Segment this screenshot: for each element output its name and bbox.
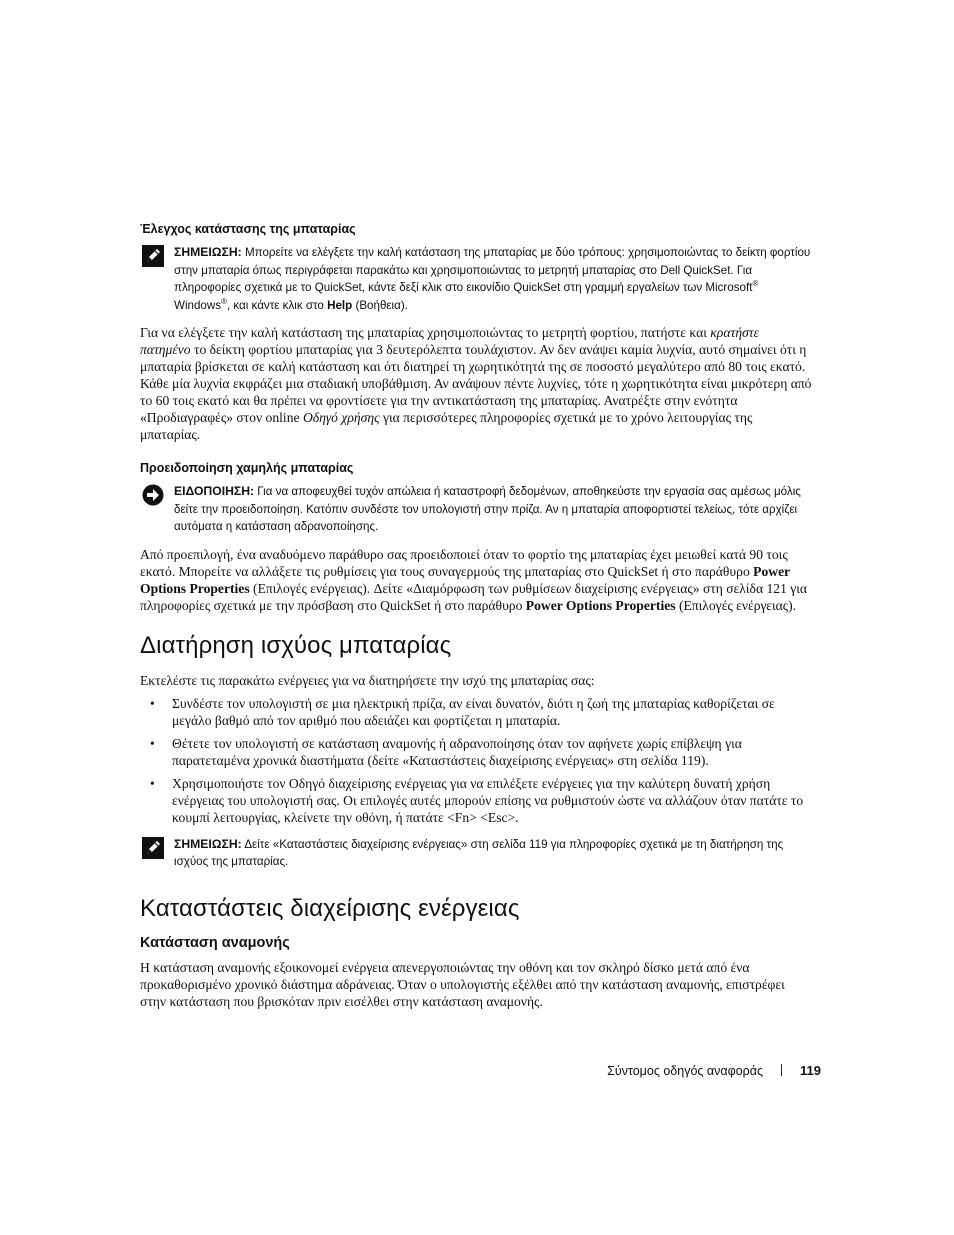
list-item: [140, 735, 812, 769]
para-text: το δείκτη φορτίου μπαταρίας για 3 δευτερόλεπτα τουλάχιστον. Αν δεν ανάψει καμία λυχνία, αυτό σημαίνει ότι η μπαταρία βρίσκεται σε καλή κατάσταση και ότι διατηρεί τη χωρητικότητά της σε ποσοστό μεγαλύτερο από 80 τοις εκατό. Κάθε μία λυχνία εκφράζει μια σταδιακή υποβάθμιση. Αν ανάψουν πέντε λυχνίες, τότε η χωρητικότητα είναι μικρότερη από το 60 τοις εκατό και θα πρέπει να φροντίσετε για την αντικατάσταση της μπαταρίας. Ανατρέξτε στην ενότητα «Προδιαγραφές» στον online: [140, 342, 812, 425]
heading-power-states: Καταστάστεις διαχείρισης ενέργειας: [140, 894, 520, 922]
pencil-note-icon: [142, 245, 164, 267]
para-text: (Επιλογές ενέργειας).: [675, 597, 797, 613]
footer-divider: [781, 1064, 782, 1076]
note-text: Δείτε «Καταστάστεις διαχείρισης ενέργειας» στη σελίδα 119 για πληροφορίες σχετικά με τη διατήρηση της ισχύος της μπαταρίας.: [174, 837, 784, 868]
paragraph-battery-check: [140, 324, 812, 443]
notice-text: Για να αποφευχθεί τυχόν απώλεια ή καταστροφή δεδομένων, αποθηκεύστε την εργασία σας αμέσως μόλις δείτε την προειδοποίηση. Κατόπιν συνδέστε τον υπολογιστή στην πρίζα. Αν η μπαταρία αποφορτιστεί τελείως, τότε αρχίζει αυτόματα η κατάσταση αδρανοποίησης.: [174, 485, 801, 533]
para-text: Για να ελέγξετε την καλή κατάσταση της μπαταρίας χρησιμοποιώντας το μετρητή φορτίου, πατήστε και: [140, 325, 711, 340]
bullet: •: [150, 695, 155, 711]
note-label: ΣΗΜΕΙΩΣΗ:: [174, 245, 242, 259]
conserve-list: [140, 695, 812, 826]
footer-title: Σύντομος οδηγός αναφοράς: [607, 1064, 764, 1078]
para-bold: Power Options Properties: [525, 597, 676, 613]
page-footer: [607, 1063, 821, 1078]
list-item-text: Συνδέστε τον υπολογιστή σε μια ηλεκτρική πρίζα, αν είναι δυνατόν, διότι η ζωή της μπαταρίας καθορίζεται σε μεγάλο βαθμό από τον αριθμό που αδειάζει και φορτίζεται η μπαταρία.: [172, 695, 775, 728]
page-number: 119: [800, 1063, 821, 1078]
heading-conserve-battery: Διατήρηση ισχύος μπαταρίας: [140, 631, 452, 659]
note-battery-check: [140, 244, 812, 314]
bullet: •: [150, 735, 155, 751]
para-text: (Επιλογές ενέργειας). Δείτε «Διαμόρφωση των ρυθμίσεων διαχείρισης ενέργειας» στη σελίδα 121 για πληροφορίες σχετικά με την πρόσβαση στο QuickSet ή στο παράθυρο: [140, 580, 808, 613]
notice-low-battery: [140, 483, 812, 536]
note-help: Help: [327, 298, 353, 312]
registered-mark: ®: [752, 279, 759, 289]
para-text: για περισσότερες πληροφορίες σχετικά με το χρόνο λειτουργίας της μπαταρίας.: [140, 410, 753, 442]
note-text-c: , και κάντε κλικ στο: [226, 298, 328, 312]
list-item: [140, 775, 812, 826]
bullet: •: [150, 775, 155, 791]
paragraph-low-battery: [140, 546, 812, 614]
para-emphasis: Οδηγό χρήσης: [302, 410, 380, 425]
note-conserve: [140, 836, 812, 871]
paragraph-conserve-intro: Εκτελέστε τις παρακάτω ενέργειες για να διατηρήσετε την ισχύ της μπαταρίας σας:: [140, 672, 595, 688]
heading-standby: Κατάσταση αναμονής: [140, 934, 290, 951]
section-heading-low-battery: Προειδοποίηση χαμηλής μπαταρίας: [140, 461, 354, 475]
para-emphasis: κρατήστε πατημένο: [140, 325, 759, 357]
registered-mark: ®: [221, 296, 227, 306]
para-bold: Power Options Properties: [140, 563, 790, 596]
page-content: [140, 222, 812, 1022]
list-item-text: Θέτετε τον υπολογιστή σε κατάσταση αναμονής ή αδρανοποίησης όταν τον αφήνετε χωρίς επίβλεψη για παρατεταμένα χρονικά διαστήματα (δείτε «Καταστάστεις διαχείρισης ενέργειας» στη σελίδα 119).: [172, 735, 742, 768]
notice-arrow-icon: [142, 484, 164, 506]
para-text: Από προεπιλογή, ένα αναδυόμενο παράθυρο σας προειδοποιεί όταν το φορτίο της μπαταρίας έχει μειωθεί κατά 90 τοις εκατό. Μπορείτε να αλλάξετε τις ρυθμίσεις για τους συναγερμούς της μπαταρίας στο QuickSet ή στο παράθυρο: [140, 546, 788, 579]
note-text-d: (Βοήθεια).: [352, 298, 408, 312]
note-label: ΣΗΜΕΙΩΣΗ:: [174, 836, 242, 851]
list-item-text: Χρησιμοποιήστε τον Οδηγό διαχείρισης ενέργειας για να επιλέξετε ενέργειες για την καλύτερη δυνατή χρήση ενέργειας του υπολογιστή σας. Οι επιλογές αυτές μπορούν επίσης να ρυθμιστούν ώστε να αλλάζουν όταν πατάτε το κουμπί λειτουργίας, κλείνετε την οθόνη, ή πατάτε <Fn> <Esc>.: [172, 775, 804, 825]
note-text-a: Μπορείτε να ελέγξετε την καλή κατάσταση της μπαταρίας με δύο τρόπους: χρησιμοποιώντας το δείκτη φορτίου στην μπαταρία όπως περιγράφεται παρακάτω και χρησιμοποιώντας το μετρητή μπαταρίας στο Dell QuickSet. Για πληροφορίες σχετικά με το QuickSet, κάντε δεξί κλικ στο εικονίδιο QuickSet στη γραμμή εργαλείων των Microsoft: [174, 246, 811, 294]
note-text-b: Windows: [174, 298, 222, 312]
section-heading-battery-check: Έλεγχος κατάστασης της μπαταρίας: [140, 222, 356, 236]
list-item: [140, 695, 812, 729]
paragraph-standby: Η κατάσταση αναμονής εξοικονομεί ενέργεια απενεργοποιώντας την οθόνη και τον σκληρό δίσκο μετά από ένα προκαθορισμένο χρονικό διάστημα αδράνειας. Όταν ο υπολογιστής εξέλθει από την κατάσταση αναμονής, επιστρέφει στην κατάσταση που βρισκόταν πριν εισέλθει στην κατάσταση αναμονής.: [140, 959, 785, 1009]
notice-label: ΕΙΔΟΠΟΙΗΣΗ:: [174, 484, 255, 498]
pencil-note-icon: [142, 837, 164, 859]
